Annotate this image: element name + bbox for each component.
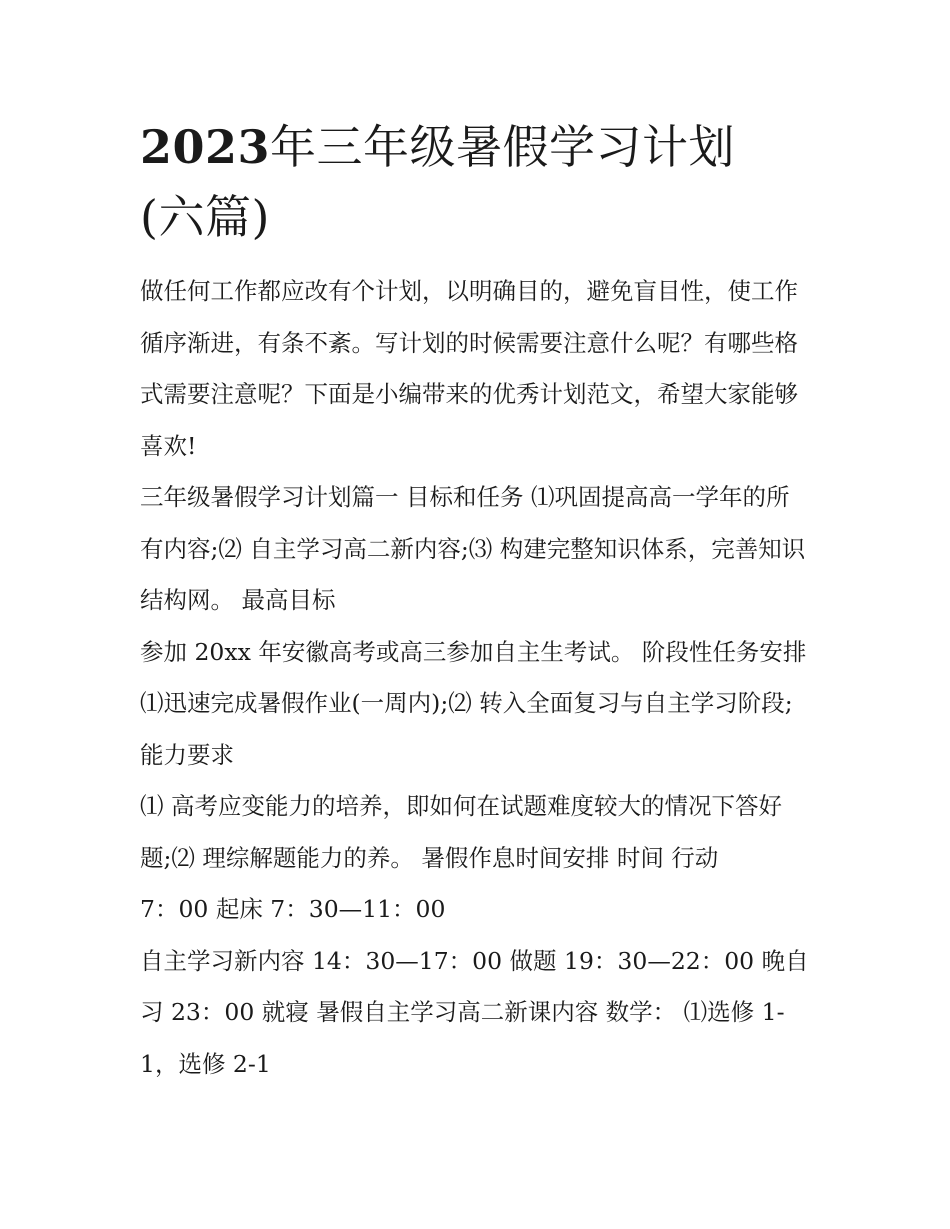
intro-paragraph: 做任何工作都应改有个计划，以明确目的，避免盲目性，使工作循序渐进，有条不紊。写计划的时候需要注意什么呢？有哪些格式需要注意呢？下面是小编带来的优秀计划范文，希望大家能够喜欢! <box>140 277 798 460</box>
document-title <box>140 112 812 252</box>
exam-target-paragraph: 参加 20xx 年安徽高考或高三参加自主生考试。 阶段性任务安排 ⑴迅速完成暑假作业(一周内);⑵ 转入全面复习与自主学习阶段; 能力要求 <box>140 637 807 769</box>
ability-requirements-paragraph: ⑴ 高考应变能力的培养，即如何在试题难度较大的情况下答好题;⑵ 理综解题能力的养。 暑假作息时间安排 时间 行动 <box>140 792 782 872</box>
schedule-morning-paragraph: 7：00 起床 7：30—11：00 <box>140 895 446 923</box>
plan-one-goals-paragraph: 三年级暑假学习计划篇一 目标和任务 ⑴巩固提高高一学年的所有内容;⑵ 自主学习高二新内容;⑶ 构建完整知识体系，完善知识结构网。 最高目标 <box>140 483 806 614</box>
title-year: 2023 <box>140 120 271 174</box>
schedule-day-paragraph: 自主学习新内容 14：30—17：00 做题 19：30—22：00 晚自习 23：00 就寝 暑假自主学习高二新课内容 数学： ⑴选修 1-1，选修 2-1 <box>140 946 809 1078</box>
title-line1-text: 年三年级暑假学习计划 <box>270 120 736 174</box>
document-body <box>140 112 812 1090</box>
title-line2-text: (六篇) <box>140 190 270 244</box>
